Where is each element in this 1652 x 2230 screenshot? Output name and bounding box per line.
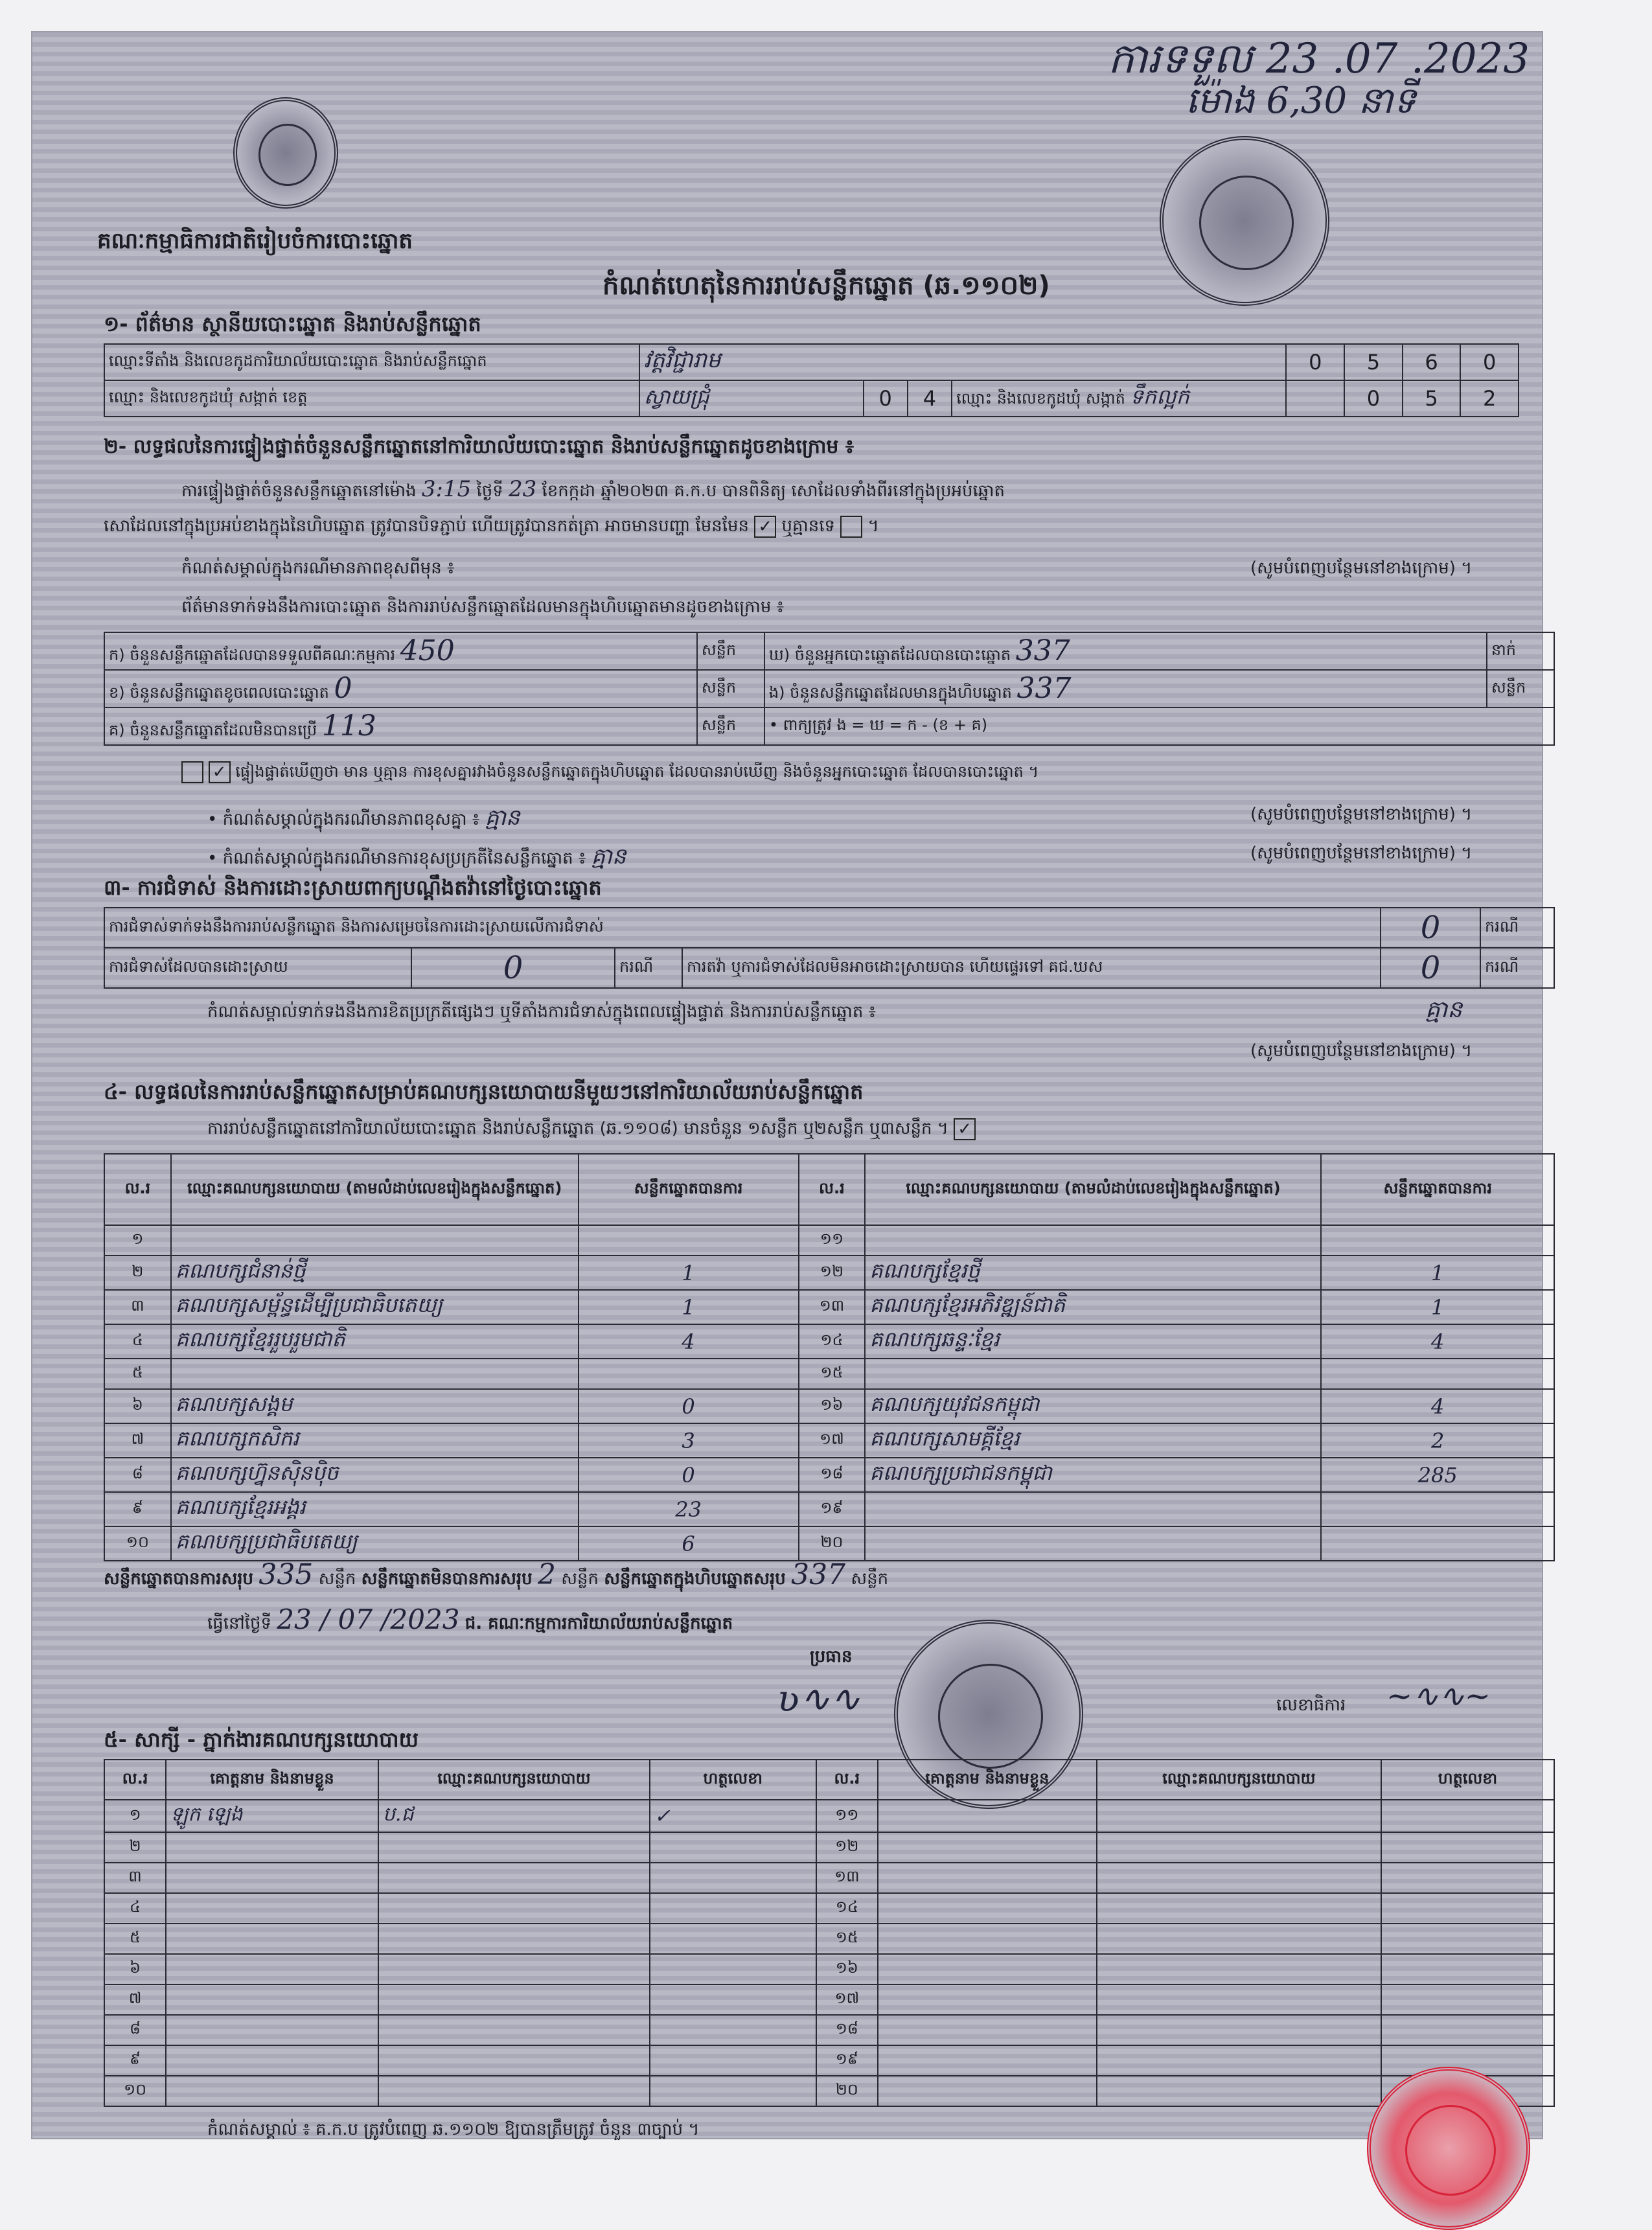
party-name: គណបក្សឆន្ទៈខ្មែរ bbox=[865, 1324, 1321, 1359]
committee-label: ជ. គណៈកម្មការការិយាល័យរាប់សន្លឹកឆ្នោត bbox=[465, 1614, 733, 1633]
kha-label: ខ) ចំនួនសន្លឹកឆ្នោតខូចពេលបោះឆ្នោត bbox=[109, 684, 329, 702]
row-no: ៣ bbox=[104, 1290, 171, 1324]
objection-row1-value: 0 bbox=[1381, 908, 1480, 948]
total-valid-value: 335 bbox=[258, 1558, 314, 1591]
row-no: ១៦ bbox=[816, 1954, 878, 1984]
row-no: ១១ bbox=[816, 1800, 878, 1832]
president-signature: ʋ∿∿ bbox=[777, 1678, 860, 1720]
total-valid-label: សន្លឹកឆ្នោតបានការសរុប bbox=[104, 1569, 254, 1589]
witness-signature bbox=[1381, 2015, 1554, 2045]
page-title: កំណត់ហេតុនៃការរាប់សន្លឹកឆ្នោត (ឆ.១១០២) bbox=[602, 271, 1050, 301]
party-name bbox=[865, 1225, 1321, 1256]
witness-table bbox=[104, 1759, 1555, 2107]
witness-signature bbox=[650, 1863, 816, 1893]
witness-party bbox=[378, 2015, 650, 2045]
verify-line-2-text: សោដែលនៅក្នុងប្រអប់ខាងក្នុងនៃហិបឆ្នោត ត្រូវបានបិទភ្ជាប់ ហើយត្រូវបានកត់ត្រា អាចមានបញ្ហា មែនមែន bbox=[104, 516, 749, 536]
table-row bbox=[104, 1924, 1554, 1954]
party-votes: 1 bbox=[1321, 1256, 1554, 1290]
party-votes: 0 bbox=[579, 1389, 799, 1423]
president-label: ប្រធាន bbox=[810, 1647, 853, 1666]
footer-note: កំណត់សម្គាល់ ៖ គ.ក.ប ត្រូវបំពេញ ឆ.១១០២ ឱ្យបានត្រឹមត្រូវ ចំនួន ៣ច្បាប់ ។ bbox=[207, 2120, 700, 2139]
party-votes: 2 bbox=[1321, 1423, 1554, 1458]
ng-value: 337 bbox=[1016, 672, 1072, 705]
done-at-value: 23 / 07 /2023 bbox=[277, 1604, 460, 1635]
party-name: គណបក្សជំនាន់ថ្មី bbox=[171, 1256, 579, 1290]
verify-line-suffix: ខែកក្កដា ឆ្នាំ២០២៣ គ.ក.ប បានពិនិត្យ សោដែលទាំងពីរនៅក្នុងប្រអប់ឆ្នោត bbox=[542, 481, 1005, 501]
party-name: គណបក្សកសិករ bbox=[171, 1423, 579, 1458]
col-votes-right: សន្លឹកឆ្នោតបានការ bbox=[1321, 1154, 1554, 1225]
verify-time-value: 3:15 bbox=[421, 476, 472, 502]
commune-value: ទឹកល្អក់ bbox=[1130, 384, 1189, 409]
witness-col-party: ឈ្មោះគណបក្សនយោបាយ bbox=[378, 1760, 650, 1800]
party-votes: 6 bbox=[579, 1526, 799, 1561]
location-code-digit: 0 bbox=[1460, 344, 1519, 380]
witness-party bbox=[1097, 2045, 1381, 2076]
ka-value: 450 bbox=[400, 634, 455, 667]
ka-label: ក) ចំនួនសន្លឹកឆ្នោតដែលបានទទួលពីគណៈកម្មការ bbox=[109, 646, 396, 664]
witness-signature bbox=[650, 2045, 816, 2076]
witness-signature bbox=[650, 2015, 816, 2045]
row-no: ៧ bbox=[104, 1984, 166, 2015]
party-name bbox=[865, 1359, 1321, 1389]
row-no: ៨ bbox=[104, 2015, 166, 2045]
objection-row1-label: ការជំទាស់ទាក់ទងនឹងការរាប់សន្លឹកឆ្នោត និងការសម្រេចនៃការដោះស្រាយលើការជំទាស់ bbox=[104, 908, 1381, 948]
table-row bbox=[104, 1290, 1554, 1324]
note2-line bbox=[207, 803, 520, 836]
witness-signature bbox=[650, 1984, 816, 2015]
party-name bbox=[865, 1492, 1321, 1526]
party-votes: 23 bbox=[579, 1492, 799, 1526]
witness-col-no: ល.រ bbox=[104, 1760, 166, 1800]
verify-line-2-end: ឬគ្មានទេ bbox=[781, 516, 836, 536]
commune-code-digit: 2 bbox=[1460, 380, 1519, 417]
table-row bbox=[104, 1954, 1554, 1984]
three-sheets-checkbox[interactable]: ✓ bbox=[954, 1118, 976, 1140]
total-box-label: សន្លឹកឆ្នោតក្នុងហិបឆ្នោតសរុប bbox=[604, 1569, 786, 1589]
witness-signature bbox=[1381, 1924, 1554, 1954]
witness-signature: ✓ bbox=[650, 1800, 816, 1832]
table-row bbox=[104, 1492, 1554, 1526]
official-stamp-top bbox=[1160, 136, 1329, 306]
party-name bbox=[171, 1225, 579, 1256]
kha-cell bbox=[104, 670, 697, 707]
party-name: គណបក្សសម្ព័ន្ធដើម្បីប្រជាធិបតេយ្យ bbox=[171, 1290, 579, 1324]
objection-row2-value: 0 bbox=[411, 948, 615, 988]
section3-note-value: គ្មាន bbox=[1425, 996, 1463, 1023]
objection-row2b-value: 0 bbox=[1381, 948, 1480, 988]
party-name bbox=[865, 1526, 1321, 1561]
witness-name bbox=[878, 1832, 1097, 1863]
results-table bbox=[104, 1153, 1555, 1561]
row-no: ៥ bbox=[104, 1924, 166, 1954]
row-no: ១៥ bbox=[799, 1359, 866, 1389]
row-no: ២ bbox=[104, 1832, 166, 1863]
witness-col-name: គោត្តនាម និងនាមខ្លួន bbox=[166, 1760, 378, 1800]
row-no: ៥ bbox=[104, 1359, 171, 1389]
location-code-digit: 0 bbox=[1286, 344, 1344, 380]
row-no: ១៤ bbox=[799, 1324, 866, 1359]
party-votes: 4 bbox=[1321, 1324, 1554, 1359]
party-votes: 1 bbox=[1321, 1290, 1554, 1324]
table-row bbox=[104, 1458, 1554, 1492]
agency-name: គណៈកម្មាធិការជាតិរៀបចំការបោះឆ្នោត bbox=[97, 228, 413, 254]
secretary-signature: ~∿∿~ bbox=[1386, 1678, 1491, 1714]
party-votes bbox=[1321, 1526, 1554, 1561]
witness-col-sign: ហត្ថលេខា bbox=[650, 1760, 816, 1800]
row-no: ១០ bbox=[104, 1526, 171, 1561]
witness-name bbox=[878, 1984, 1097, 2015]
row-no: ១៤ bbox=[816, 1893, 878, 1924]
col-party-left: ឈ្មោះគណបក្សនយោបាយ (តាមលំដាប់លេខរៀងក្នុងសន្លឹកឆ្នោត) bbox=[171, 1154, 579, 1225]
ng-unit: សន្លឹក bbox=[1487, 670, 1554, 707]
table-row bbox=[104, 1832, 1554, 1863]
row-no: ៩ bbox=[104, 1492, 171, 1526]
table-row bbox=[104, 1893, 1554, 1924]
party-votes bbox=[579, 1359, 799, 1389]
location-value: វត្តវិជ្ជារាម bbox=[639, 344, 1287, 380]
verify-day-label: ថ្ងៃទី bbox=[476, 481, 503, 501]
witness-party bbox=[378, 2076, 650, 2106]
verify-line-1 bbox=[181, 476, 1005, 505]
ballot-count-table bbox=[104, 632, 1555, 746]
col-no-right: ល.រ bbox=[799, 1154, 866, 1225]
witness-col-name-right: គោត្តនាម និងនាមខ្លួន bbox=[878, 1760, 1097, 1800]
note2-value: គ្មាន bbox=[485, 805, 520, 831]
ka-cell bbox=[104, 632, 697, 670]
total-invalid-value: 2 bbox=[537, 1558, 556, 1591]
witness-name bbox=[166, 1832, 378, 1863]
row-no: ១៨ bbox=[799, 1458, 866, 1492]
witness-party bbox=[378, 1832, 650, 1863]
witness-name bbox=[166, 2045, 378, 2076]
row-no: ១៧ bbox=[816, 1984, 878, 2015]
section2-heading: ២- លទ្ធផលនៃការផ្ទៀងផ្ទាត់ចំនួនសន្លឹកឆ្នោតនៅការិយាល័យបោះឆ្នោត និងរាប់សន្លឹកឆ្នោតដូចខាងក្រោម ៖ bbox=[104, 435, 855, 458]
row-no: ១៦ bbox=[799, 1389, 866, 1423]
kha-value: 0 bbox=[334, 672, 352, 705]
row-no: ២ bbox=[104, 1256, 171, 1290]
witness-party bbox=[1097, 1984, 1381, 2015]
witness-name bbox=[878, 1924, 1097, 1954]
note1-hint: (សូមបំពេញបន្ថែមនៅខាងក្រោម) ។ bbox=[1250, 558, 1473, 578]
section4-heading: ៤- លទ្ធផលនៃការរាប់សន្លឹកឆ្នោតសម្រាប់គណបក្សនយោបាយនីមួយៗនៅការិយាល័យរាប់សន្លឹកឆ្នោត bbox=[104, 1079, 864, 1104]
section3-heading: ៣- ការជំទាស់ និងការដោះស្រាយពាក្យបណ្ដឹងតវ៉ានៅថ្ងៃបោះឆ្នោត bbox=[104, 875, 602, 900]
party-name: គណបក្សយុវជនកម្ពុជា bbox=[865, 1389, 1321, 1423]
witness-party bbox=[378, 1893, 650, 1924]
ko-label: គ) ចំនួនសន្លឹកឆ្នោតដែលមិនបានប្រើ bbox=[109, 721, 317, 739]
objection-table bbox=[104, 907, 1555, 989]
witness-party bbox=[1097, 2076, 1381, 2106]
table-row bbox=[104, 2076, 1554, 2106]
ng-label: ង) ចំនួនសន្លឹកឆ្នោតដែលមានក្នុងហិបឆ្នោត bbox=[768, 684, 1012, 702]
table-row bbox=[104, 1526, 1554, 1561]
witness-party bbox=[1097, 1832, 1381, 1863]
table-row bbox=[104, 1984, 1554, 2015]
discrepancy-text: ផ្ទៀងផ្ទាត់ឃើញថា មាន ឬគ្មាន ការខុសគ្នារវាងចំនួនសន្លឹកឆ្នោតក្នុងហិបឆ្នោត ដែលបានរាប់ឃើញ និងចំនួនអ្នកបោះឆ្នោត ដែលបានបោះឆ្នោត ។ bbox=[235, 763, 1039, 781]
witness-signature bbox=[650, 1893, 816, 1924]
witness-name bbox=[166, 2076, 378, 2106]
kha-unit: សន្លឹក bbox=[697, 670, 764, 707]
row-no: ១០ bbox=[104, 2076, 166, 2106]
location-table bbox=[104, 343, 1519, 417]
commune-label: ឈ្មោះ និងលេខកូដឃុំ សង្កាត់ bbox=[956, 389, 1125, 408]
verify-day-value: 23 bbox=[509, 476, 537, 502]
discrepancy-yes-checkbox[interactable] bbox=[181, 761, 203, 783]
ko-unit: សន្លឹក bbox=[697, 707, 764, 745]
row-no: ១៨ bbox=[816, 2015, 878, 2045]
witness-signature bbox=[1381, 1832, 1554, 1863]
verify-line-2: សោដែលនៅក្នុងប្រអប់ខាងក្នុងនៃហិបឆ្នោត ត្រូវបានបិទភ្ជាប់ ហើយត្រូវបានកត់ត្រា អាចមានបញ្ហា មែនមែន ✓ ឬគ្មានទេ ។ bbox=[104, 516, 879, 536]
ko-value: 113 bbox=[321, 709, 376, 742]
secretary-label: លេខាធិការ bbox=[1276, 1695, 1346, 1715]
party-votes: 285 bbox=[1321, 1458, 1554, 1492]
objection-row2-unit: ករណី bbox=[615, 948, 682, 988]
party-name: គណបក្សខ្មែរអង្គរ bbox=[171, 1492, 579, 1526]
total-valid-unit: សន្លឹក bbox=[318, 1569, 356, 1589]
note3-label: • កំណត់សម្គាល់ក្នុងករណីមានការខុសប្រក្រតីនៃសន្លឹកឆ្នោត ៖ bbox=[207, 849, 586, 868]
party-name: គណបក្សប្រជាធិបតេយ្យ bbox=[171, 1526, 579, 1561]
witness-signature bbox=[650, 1924, 816, 1954]
witness-party bbox=[378, 1924, 650, 1954]
witness-party bbox=[378, 1984, 650, 2015]
witness-signature bbox=[1381, 1954, 1554, 1984]
row-no: ១៥ bbox=[816, 1924, 878, 1954]
party-votes: 3 bbox=[579, 1423, 799, 1458]
row-no: ៩ bbox=[104, 2045, 166, 2076]
party-name: គណបក្សសាមគ្គីខ្មែរ bbox=[865, 1423, 1321, 1458]
discrepancy-line bbox=[181, 761, 1038, 785]
discrepancy-no-checkbox[interactable]: ✓ bbox=[209, 761, 231, 783]
table-row bbox=[104, 1423, 1554, 1458]
section3-note: កំណត់សម្គាល់ទាក់ទងនឹងការខិតប្រក្រតីផ្សេងៗ ឬទីតាំងការជំទាស់ក្នុងពេលផ្ទៀងផ្ទាត់ និងការរាប់សន្លឹកឆ្នោត ៖ bbox=[207, 1002, 877, 1022]
gho-label: ឃ) ចំនួនអ្នកបោះឆ្នោតដែលបានបោះឆ្នោត bbox=[768, 646, 1011, 664]
col-votes-left: សន្លឹកឆ្នោតបានការ bbox=[579, 1154, 799, 1225]
party-name bbox=[171, 1359, 579, 1389]
witness-party bbox=[1097, 1863, 1381, 1893]
no-checkbox[interactable] bbox=[840, 516, 862, 538]
witness-name bbox=[878, 1863, 1097, 1893]
note3-value: គ្មាន bbox=[591, 844, 626, 869]
red-stamp bbox=[1367, 2067, 1530, 2230]
table-row bbox=[104, 2015, 1554, 2045]
row-no: ១២ bbox=[816, 1832, 878, 1863]
col-no-left: ល.រ bbox=[104, 1154, 171, 1225]
gho-unit: នាក់ bbox=[1487, 632, 1554, 670]
document-page bbox=[32, 32, 1542, 2138]
location-code-digit: 5 bbox=[1344, 344, 1403, 380]
verify-time-label: ការផ្ទៀងផ្ទាត់ចំនួនសន្លឹកឆ្នោតនៅម៉ោង bbox=[181, 481, 417, 501]
note3-line bbox=[207, 842, 626, 875]
info-line: ព័ត៌មានទាក់ទងនឹងការបោះឆ្នោត និងការរាប់សន្លឹកឆ្នោតដែលមានក្នុងហិបឆ្នោតមានដូចខាងក្រោម ៖ bbox=[181, 597, 785, 617]
handwritten-receipt-date: ការទទួល 23 .07 .2023 bbox=[1108, 35, 1530, 83]
commune-cell bbox=[952, 380, 1286, 417]
province-label: ឈ្មោះ និងលេខកូដឃុំ សង្កាត់ ខេត្ត bbox=[104, 380, 639, 417]
table-row bbox=[104, 1256, 1554, 1290]
row-no: ១៣ bbox=[816, 1863, 878, 1893]
row-no: ១១ bbox=[799, 1225, 866, 1256]
witness-party bbox=[378, 2045, 650, 2076]
witness-name bbox=[878, 2076, 1097, 2106]
row-no: ២០ bbox=[799, 1526, 866, 1561]
table-row bbox=[104, 1863, 1554, 1893]
gho-value: 337 bbox=[1015, 634, 1070, 667]
party-votes: 0 bbox=[579, 1458, 799, 1492]
formula: • ពាក្យត្រូវ ង = ឃ = ក - (ខ + គ) bbox=[764, 707, 1554, 745]
witness-party bbox=[1097, 1800, 1381, 1832]
table-row bbox=[104, 1324, 1554, 1359]
done-at-line bbox=[207, 1604, 733, 1637]
table-row bbox=[104, 2045, 1554, 2076]
party-name: គណបក្សខ្មែរអភិវឌ្ឍន៍ជាតិ bbox=[865, 1290, 1321, 1324]
handwritten-receipt-time: ម៉ោង 6,30 នាទី bbox=[1186, 80, 1416, 122]
done-at-label: ធ្វើនៅថ្ងៃទី bbox=[207, 1614, 272, 1633]
row-no: ៨ bbox=[104, 1458, 171, 1492]
location-label: ឈ្មោះទីតាំង និងលេខកូដការិយាល័យបោះឆ្នោត និងរាប់សន្លឹកឆ្នោត bbox=[104, 344, 639, 380]
witness-party bbox=[1097, 2015, 1381, 2045]
witness-party: ប.ជ bbox=[378, 1800, 650, 1832]
party-votes: 1 bbox=[579, 1256, 799, 1290]
party-votes bbox=[1321, 1359, 1554, 1389]
objection-row2b-unit: ករណី bbox=[1480, 948, 1554, 988]
ka-unit: សន្លឹក bbox=[697, 632, 764, 670]
witness-name bbox=[166, 1863, 378, 1893]
province-code-digit: 4 bbox=[908, 380, 952, 417]
totals-line bbox=[104, 1558, 888, 1592]
witness-name bbox=[878, 1800, 1097, 1832]
witness-name bbox=[878, 1893, 1097, 1924]
total-invalid-unit: សន្លឹក bbox=[561, 1569, 599, 1589]
table-row bbox=[104, 1359, 1554, 1389]
row-no: ៣ bbox=[104, 1863, 166, 1893]
section4-intro-text: ការរាប់សន្លឹកឆ្នោតនៅការិយាល័យបោះឆ្នោត និងរាប់សន្លឹកឆ្នោត (ឆ.១១០៨) មានចំនួន ១សន្លឹក ឬ២សន្លឹក ឬ៣សន្លឹក ។ bbox=[207, 1119, 948, 1138]
row-no: ៦ bbox=[104, 1389, 171, 1423]
section3-hint: (សូមបំពេញបន្ថែមនៅខាងក្រោម) ។ bbox=[1250, 1041, 1473, 1061]
party-name: គណបក្សប្រជាជនកម្ពុជា bbox=[865, 1458, 1321, 1492]
province-value: ស្វាយជ្រុំ bbox=[639, 380, 864, 417]
witness-party bbox=[1097, 1893, 1381, 1924]
party-votes bbox=[1321, 1492, 1554, 1526]
objection-row1-unit: ករណី bbox=[1480, 908, 1554, 948]
table-row bbox=[104, 1225, 1554, 1256]
witness-party bbox=[378, 1863, 650, 1893]
objection-row2b-label: ការតវ៉ា ឬការជំទាស់ដែលមិនអាចដោះស្រាយបាន ហើយផ្ទេរទៅ គជ.ឃស bbox=[682, 948, 1381, 988]
row-no: ១ bbox=[104, 1225, 171, 1256]
note2-label: • កំណត់សម្គាល់ក្នុងករណីមានភាពខុសគ្នា ៖ bbox=[207, 810, 480, 829]
witness-name bbox=[166, 2015, 378, 2045]
row-no: ១៧ bbox=[799, 1423, 866, 1458]
row-no: ៧ bbox=[104, 1423, 171, 1458]
section4-intro bbox=[207, 1118, 976, 1142]
row-no: ១ bbox=[104, 1800, 166, 1832]
row-no: ១៩ bbox=[799, 1492, 866, 1526]
witness-signature bbox=[650, 2076, 816, 2106]
witness-name bbox=[166, 1954, 378, 1984]
witness-name bbox=[878, 2015, 1097, 2045]
witness-name bbox=[166, 1924, 378, 1954]
row-no: ៦ bbox=[104, 1954, 166, 1984]
ng-cell bbox=[764, 670, 1487, 707]
witness-name: ឡូក ឡេង bbox=[166, 1800, 378, 1832]
witness-signature bbox=[1381, 1893, 1554, 1924]
row-no: ១៩ bbox=[816, 2045, 878, 2076]
witness-signature bbox=[650, 1954, 816, 1984]
total-box-value: 337 bbox=[791, 1558, 846, 1591]
row-no: ៤ bbox=[104, 1324, 171, 1359]
national-emblem-logo bbox=[233, 97, 338, 209]
witness-name bbox=[878, 1954, 1097, 1984]
gho-cell bbox=[764, 632, 1487, 670]
witness-signature bbox=[650, 1832, 816, 1863]
commune-code-digit: 0 bbox=[1344, 380, 1403, 417]
commune-code-digit: 5 bbox=[1403, 380, 1461, 417]
total-box-unit: សន្លឹក bbox=[851, 1569, 889, 1589]
witness-party bbox=[1097, 1924, 1381, 1954]
witness-col-sign-right: ហត្ថលេខា bbox=[1381, 1760, 1554, 1800]
total-invalid-label: សន្លឹកឆ្នោតមិនបានការសរុប bbox=[361, 1569, 533, 1589]
party-name: គណបក្សហ្វ៊ុនស៊ិនប៉ិច bbox=[171, 1458, 579, 1492]
location-code-digit: 6 bbox=[1403, 344, 1461, 380]
witness-signature bbox=[1381, 1863, 1554, 1893]
party-name: គណបក្សខ្មែរថ្មី bbox=[865, 1256, 1321, 1290]
witness-col-party-right: ឈ្មោះគណបក្សនយោបាយ bbox=[1097, 1760, 1381, 1800]
party-votes bbox=[1321, 1225, 1554, 1256]
row-no: ៤ bbox=[104, 1893, 166, 1924]
witness-name bbox=[166, 1984, 378, 2015]
yes-checkbox[interactable]: ✓ bbox=[754, 516, 776, 538]
witness-party bbox=[378, 1954, 650, 1984]
row-no: ២០ bbox=[816, 2076, 878, 2106]
party-votes: 4 bbox=[579, 1324, 799, 1359]
witness-party bbox=[1097, 1954, 1381, 1984]
note3-hint: (សូមបំពេញបន្ថែមនៅខាងក្រោម) ។ bbox=[1250, 844, 1473, 863]
section1-heading: ១- ព័ត៌មាន ស្ថានីយបោះឆ្នោត និងរាប់សន្លឹកឆ្នោត bbox=[104, 312, 481, 336]
section5-heading: ៥- សាក្សី - ភ្នាក់ងារគណបក្សនយោបាយ bbox=[104, 1727, 419, 1752]
party-votes: 4 bbox=[1321, 1389, 1554, 1423]
row-no: ១២ bbox=[799, 1256, 866, 1290]
witness-name bbox=[878, 2045, 1097, 2076]
note1: កំណត់សម្គាល់ក្នុងករណីមានភាពខុសពីមុន ៖ bbox=[181, 558, 455, 578]
blank-cell bbox=[1286, 380, 1344, 417]
party-name: គណបក្សសង្គម bbox=[171, 1389, 579, 1423]
party-votes bbox=[579, 1225, 799, 1256]
province-code-digit: 0 bbox=[864, 380, 908, 417]
note2-hint: (សូមបំពេញបន្ថែមនៅខាងក្រោម) ។ bbox=[1250, 805, 1473, 824]
ko-cell bbox=[104, 707, 697, 745]
witness-signature bbox=[1381, 1800, 1554, 1832]
table-row bbox=[104, 1389, 1554, 1423]
party-name: គណបក្សខ្មែររួបរួមជាតិ bbox=[171, 1324, 579, 1359]
col-party-right: ឈ្មោះគណបក្សនយោបាយ (តាមលំដាប់លេខរៀងក្នុងសន្លឹកឆ្នោត) bbox=[865, 1154, 1321, 1225]
witness-col-no-right: ល.រ bbox=[816, 1760, 878, 1800]
party-votes: 1 bbox=[579, 1290, 799, 1324]
table-row bbox=[104, 1800, 1554, 1832]
objection-row2-label: ការជំទាស់ដែលបានដោះស្រាយ bbox=[104, 948, 411, 988]
witness-name bbox=[166, 1893, 378, 1924]
witness-signature bbox=[1381, 1984, 1554, 2015]
row-no: ១៣ bbox=[799, 1290, 866, 1324]
